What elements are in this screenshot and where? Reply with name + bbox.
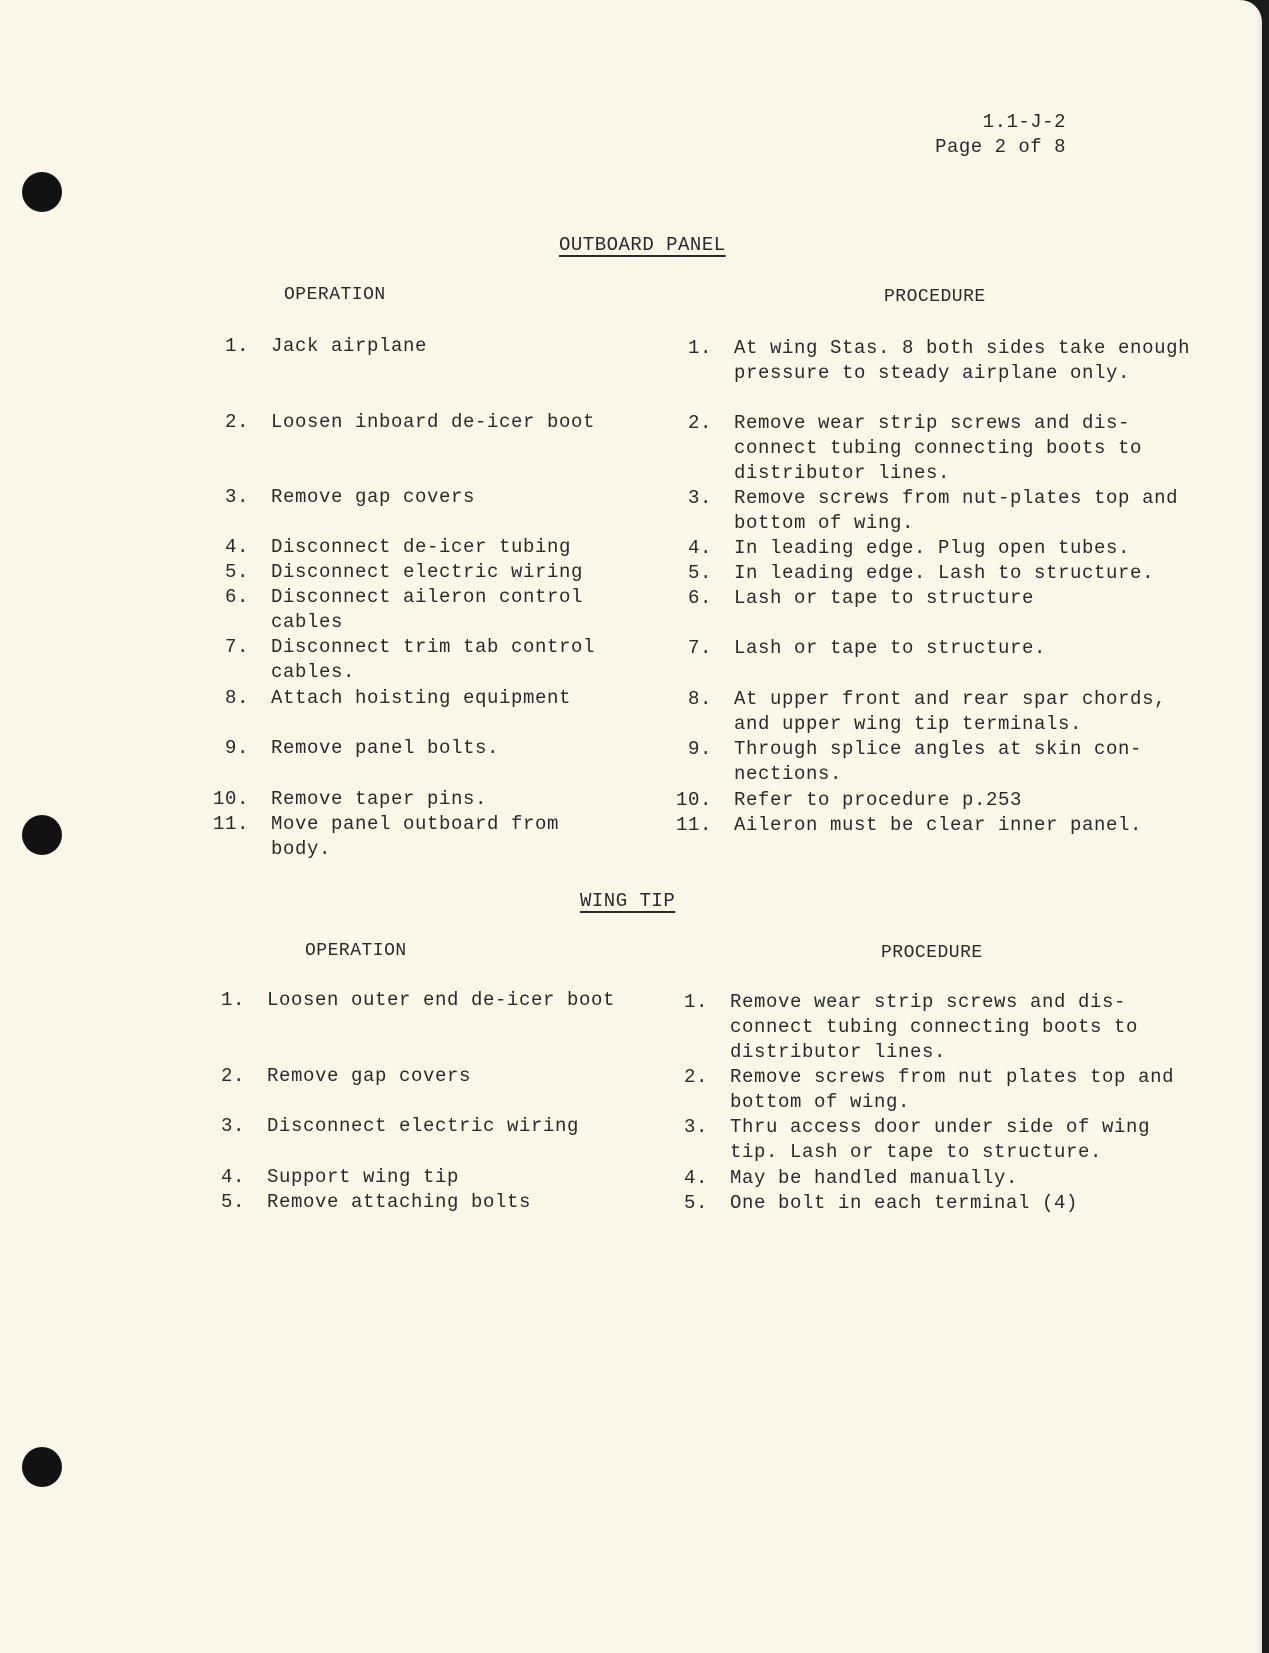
table-row-procedure bbox=[675, 788, 1204, 813]
section-title-outboard-panel: OUTBOARD PANEL bbox=[559, 234, 726, 256]
operation-text: Disconnect electric wiring bbox=[267, 1115, 580, 1137]
operation-text: Remove taper pins. bbox=[271, 788, 488, 810]
row-number: 4. bbox=[687, 537, 712, 559]
table-row-procedure bbox=[683, 1115, 1200, 1165]
procedure-text: Remove wear strip screws and dis-connect tubing connecting boots to distributor lines. bbox=[730, 991, 1139, 1063]
procedure-text: Lash or tape to structure. bbox=[734, 637, 1047, 659]
operation-text: Disconnect aileron control cables bbox=[271, 586, 584, 633]
row-number: 2. bbox=[683, 1066, 708, 1088]
procedure-text: One bolt in each terminal (4) bbox=[730, 1192, 1079, 1214]
procedure-header: PROCEDURE bbox=[881, 943, 983, 963]
row-number: 8. bbox=[224, 687, 249, 709]
table-row-procedure bbox=[683, 1191, 1200, 1216]
table-row-operation bbox=[212, 812, 591, 862]
table-row-operation bbox=[220, 1190, 647, 1215]
row-number: 11. bbox=[212, 813, 249, 835]
binder-hole-middle bbox=[22, 815, 62, 855]
operation-text: Disconnect de-icer tubing bbox=[271, 536, 572, 558]
table-row-procedure bbox=[675, 813, 1204, 838]
table-row-operation bbox=[212, 787, 651, 812]
operation-text: Disconnect trim tab control cables. bbox=[271, 636, 596, 683]
operation-header: OPERATION bbox=[284, 285, 386, 305]
table-row-operation bbox=[224, 736, 651, 761]
procedure-text: Refer to procedure p.253 bbox=[734, 789, 1023, 811]
procedure-text: Remove wear strip screws and dis-connect tubing connecting boots to distributor lines. bbox=[734, 412, 1143, 484]
table-row-operation bbox=[224, 686, 651, 711]
operation-text: Loosen outer end de-icer boot bbox=[267, 989, 616, 1011]
binder-hole-top bbox=[22, 172, 62, 212]
table-row-operation bbox=[224, 635, 621, 685]
row-number: 3. bbox=[220, 1115, 245, 1137]
row-number: 4. bbox=[224, 536, 249, 558]
table-row-operation bbox=[224, 410, 651, 435]
row-number: 9. bbox=[224, 737, 249, 759]
operation-text: Support wing tip bbox=[267, 1166, 460, 1188]
operation-text: Remove gap covers bbox=[267, 1065, 472, 1087]
row-number: 10. bbox=[212, 788, 249, 810]
row-number: 5. bbox=[220, 1191, 245, 1213]
section-title-wing-tip: WING TIP bbox=[580, 890, 676, 912]
document-reference bbox=[935, 110, 1066, 160]
table-row-procedure bbox=[683, 990, 1200, 1065]
row-number: 3. bbox=[687, 487, 712, 509]
row-number: 5. bbox=[687, 562, 712, 584]
operation-text: Attach hoisting equipment bbox=[271, 687, 572, 709]
procedure-text: Aileron must be clear inner panel. bbox=[734, 814, 1143, 836]
table-row-procedure bbox=[687, 486, 1204, 536]
row-number: 4. bbox=[220, 1166, 245, 1188]
row-number: 3. bbox=[224, 486, 249, 508]
procedure-header: PROCEDURE bbox=[884, 287, 986, 307]
table-row-operation bbox=[224, 334, 651, 359]
procedure-text: Lash or tape to structure bbox=[734, 587, 1035, 609]
row-number: 1. bbox=[220, 989, 245, 1011]
row-number: 7. bbox=[224, 636, 249, 658]
operation-text: Disconnect electric wiring bbox=[271, 561, 584, 583]
table-row-operation bbox=[224, 485, 651, 510]
procedure-text: In leading edge. Lash to structure. bbox=[734, 562, 1155, 584]
row-number: 1. bbox=[687, 337, 712, 359]
procedure-text: Through splice angles at skin con-nections. bbox=[734, 738, 1143, 785]
table-row-operation bbox=[224, 560, 651, 585]
row-number: 5. bbox=[683, 1192, 708, 1214]
operation-text: Remove panel bolts. bbox=[271, 737, 500, 759]
table-row-procedure bbox=[687, 636, 1204, 661]
row-number: 5. bbox=[224, 561, 249, 583]
row-number: 2. bbox=[220, 1065, 245, 1087]
table-row-procedure bbox=[687, 411, 1204, 486]
row-number: 1. bbox=[683, 991, 708, 1013]
table-row-operation bbox=[224, 535, 651, 560]
table-row-operation bbox=[220, 988, 647, 1013]
row-number: 6. bbox=[687, 587, 712, 609]
operation-text: Loosen inboard de-icer boot bbox=[271, 411, 596, 433]
table-row-procedure bbox=[687, 687, 1204, 737]
row-number: 7. bbox=[687, 637, 712, 659]
operation-text: Remove attaching bolts bbox=[267, 1191, 532, 1213]
procedure-text: May be handled manually. bbox=[730, 1167, 1019, 1189]
table-row-procedure bbox=[687, 737, 1204, 787]
page-label: Page 2 of 8 bbox=[935, 136, 1066, 158]
procedure-text: At wing Stas. 8 both sides take enough pressure to steady airplane only. bbox=[734, 337, 1191, 384]
procedure-text: In leading edge. Plug open tubes. bbox=[734, 537, 1131, 559]
row-number: 6. bbox=[224, 586, 249, 608]
document-number: 1.1-J-2 bbox=[982, 111, 1066, 133]
row-number: 8. bbox=[687, 688, 712, 710]
row-number: 2. bbox=[687, 412, 712, 434]
row-number: 1. bbox=[224, 335, 249, 357]
table-row-procedure bbox=[683, 1166, 1200, 1191]
procedure-text: At upper front and rear spar chords, and upper wing tip terminals. bbox=[734, 688, 1167, 735]
table-row-operation bbox=[220, 1064, 647, 1089]
table-row-procedure bbox=[687, 561, 1204, 586]
table-row-procedure bbox=[687, 586, 1204, 611]
table-row-operation bbox=[224, 585, 611, 635]
table-row-operation bbox=[220, 1165, 647, 1190]
operation-text: Move panel outboard from body. bbox=[271, 813, 560, 860]
row-number: 11. bbox=[675, 814, 712, 836]
table-row-procedure bbox=[687, 336, 1204, 386]
operation-header: OPERATION bbox=[305, 941, 407, 961]
operation-text: Jack airplane bbox=[271, 335, 428, 357]
row-number: 4. bbox=[683, 1167, 708, 1189]
table-row-procedure bbox=[687, 536, 1204, 561]
operation-text: Remove gap covers bbox=[271, 486, 476, 508]
table-row-procedure bbox=[683, 1065, 1200, 1115]
row-number: 3. bbox=[683, 1116, 708, 1138]
procedure-text: Remove screws from nut plates top and bottom of wing. bbox=[730, 1066, 1175, 1113]
row-number: 10. bbox=[675, 789, 712, 811]
procedure-text: Thru access door under side of wing tip. Lash or tape to structure. bbox=[730, 1116, 1151, 1163]
row-number: 9. bbox=[687, 738, 712, 760]
table-row-operation bbox=[220, 1114, 647, 1139]
binder-hole-bottom bbox=[22, 1447, 62, 1487]
row-number: 2. bbox=[224, 411, 249, 433]
procedure-text: Remove screws from nut-plates top and bottom of wing. bbox=[734, 487, 1179, 534]
